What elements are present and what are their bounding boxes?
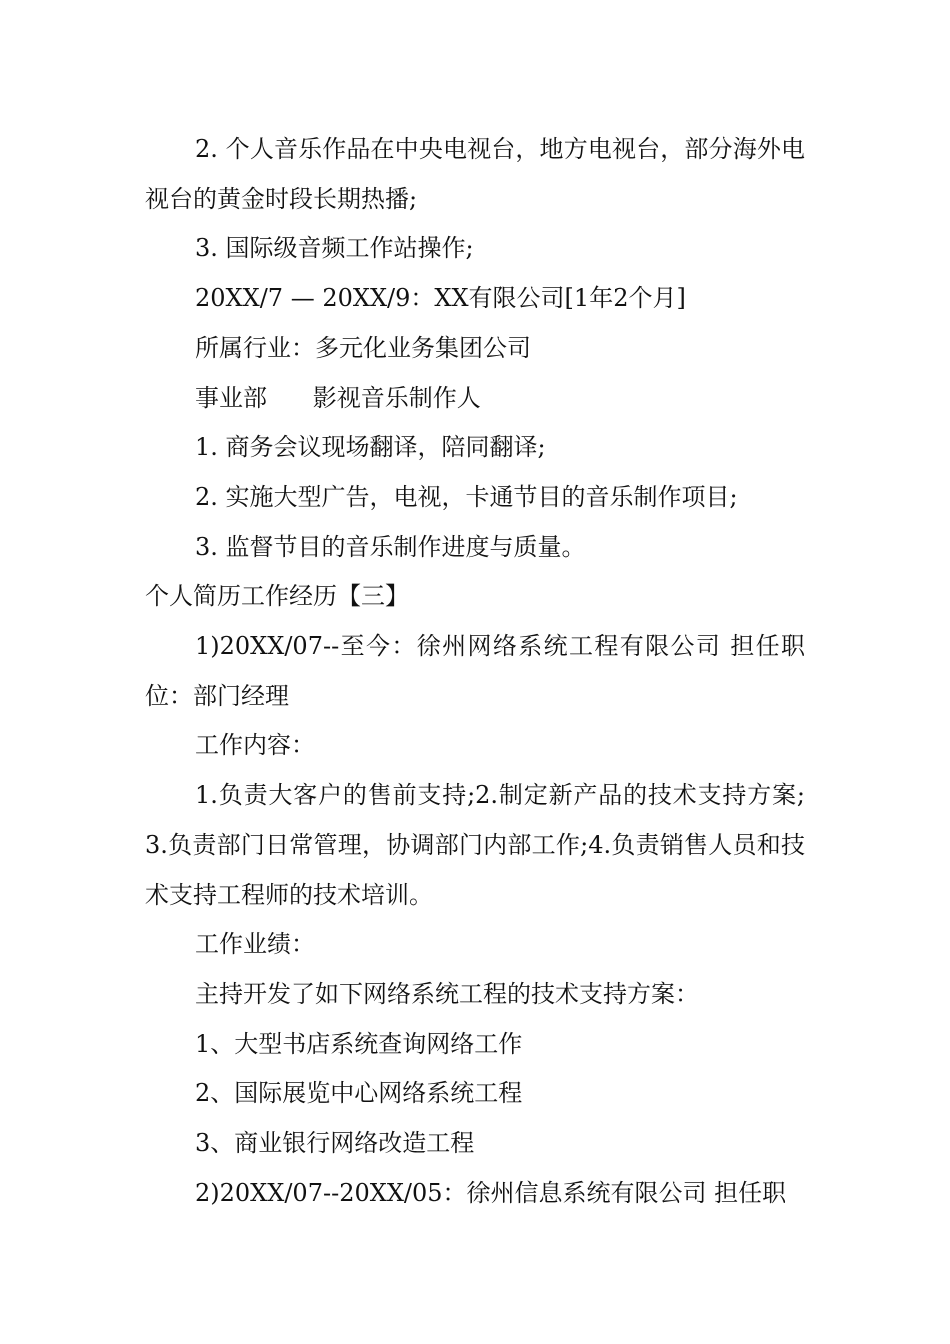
project-item-1: 1、大型书店系统查询网络工作 <box>195 1029 523 1058</box>
paragraph-item-3: 3. 国际级音频工作站操作; <box>195 234 474 263</box>
industry-line: 所属行业：多元化业务集团公司 <box>195 333 531 362</box>
section-heading: 个人简历工作经历【三】 <box>145 582 409 611</box>
achievements-intro: 主持开发了如下网络系统工程的技术支持方案： <box>195 979 699 1008</box>
paragraph-item-2: 2. 个人音乐作品在中央电视台，地方电视台，部分海外电视台的黄金时段长期热播; <box>145 135 805 213</box>
project-item-2: 2、国际展览中心网络系统工程 <box>195 1079 523 1108</box>
duty-item-3: 3. 监督节目的音乐制作进度与质量。 <box>195 532 586 561</box>
department-position-line: 事业部 影视音乐制作人 <box>195 383 481 412</box>
document-body <box>145 125 805 1218</box>
achievements-label: 工作业绩： <box>195 930 315 959</box>
work-content-text: 1.负责大客户的售前支持;2.制定新产品的技术支持方案;3.负责部门日常管理，协调部门内部工作;4.负责销售人员和技术支持工程师的技术培训。 <box>145 781 805 909</box>
project-item-3: 3、商业银行网络改造工程 <box>195 1129 475 1158</box>
duty-item-1: 1. 商务会议现场翻译，陪同翻译; <box>195 433 546 462</box>
duty-item-2: 2. 实施大型广告，电视，卡通节目的音乐制作项目; <box>195 482 738 511</box>
work-content-label: 工作内容： <box>195 731 315 760</box>
job-entry-1: 1)20XX/07--至今：徐州网络系统工程有限公司 担任职位：部门经理 <box>145 632 805 710</box>
job-entry-2: 2)20XX/07--20XX/05：徐州信息系统有限公司 担任职 <box>195 1178 787 1207</box>
employment-period: 20XX/7 — 20XX/9：XX有限公司[1年2个月] <box>195 284 686 313</box>
